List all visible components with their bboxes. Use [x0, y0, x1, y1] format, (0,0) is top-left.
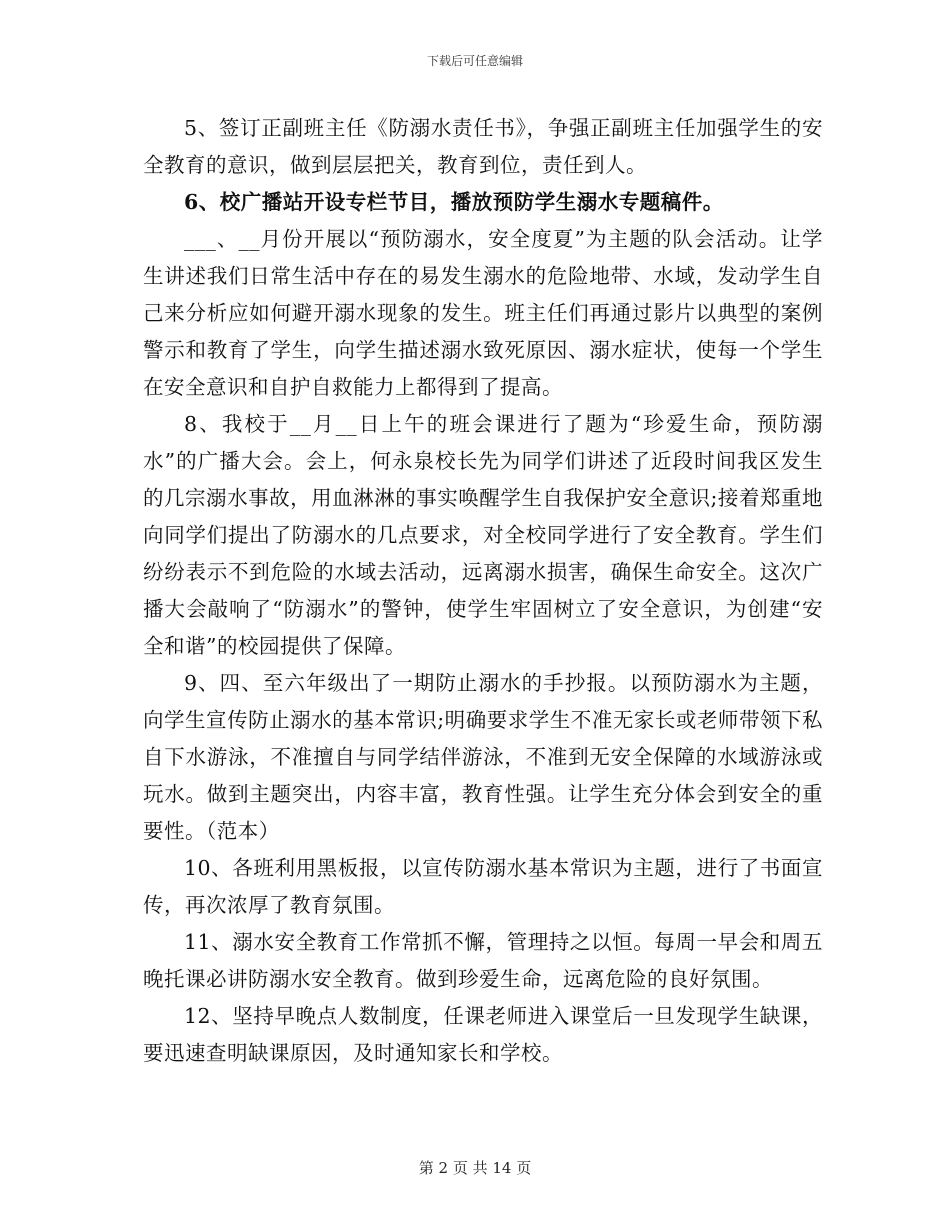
paragraph-12: 12、坚持早晚点人数制度，任课老师进入课堂后一旦发现学生缺课，要迅速查明缺课原因，及时通知家长和学校。: [143, 1004, 823, 1065]
paragraph-10: 10、各班利用黑板报，以宣传防溺水基本常识为主题，进行了书面宣传，再次浓厚了教育氛围。: [143, 856, 823, 917]
paragraph-11: 11、溺水安全教育工作常抓不懈，管理持之以恒。每周一早会和周五晚托课必讲防溺水安全教育。做到珍爱生命，远离危险的良好氛围。: [143, 930, 823, 991]
paragraph-9: 9、四、至六年级出了一期防止溺水的手抄报。以预防溺水为主题，向学生宣传防止溺水的基本常识;明确要求学生不准无家长或老师带领下私自下水游泳，不准擅自与同学结伴游泳，不准到无安全保障的水域游泳或玩水。做到主题突出，内容丰富，教育性强。让学生充分体会到安全的重要性。（范本）: [143, 671, 823, 843]
page-header-note: 下载后可任意编辑: [426, 54, 523, 68]
page-number: 第 2 页 共 14 页: [418, 1159, 532, 1177]
paragraph-6-heading: 6、校广播站开设专栏节目，播放预防学生溺水专题稿件。: [184, 190, 724, 214]
paragraph-5: 5、签订正副班主任《防溺水责任书》，争强正副班主任加强学生的安全教育的意识，做到层层把关，教育到位，责任到人。: [143, 116, 823, 177]
paragraph-8: 8、我校于__月__日上午的班会课进行了题为“珍爱生命，预防溺水”的广播大会。会上，何永泉校长先为同学们讲述了近段时间我区发生的几宗溺水事故，用血淋淋的事实唤醒学生自我保护安全意识;接着郑重地向同学们提出了防溺水的几点要求，对全校同学进行了安全教育。学生们纷纷表示不到危险的水域去活动，远离溺水损害，确保生命安全。这次广播大会敲响了“防溺水”的警钟，使学生牢固树立了安全意识，为创建“安全和谐”的校园提供了保障。: [143, 412, 823, 658]
page-body: [143, 110, 823, 1072]
paragraph-7: ___、__月份开展以“预防溺水，安全度夏”为主题的队会活动。让学生讲述我们日常生活中存在的易发生溺水的危险地带、水域，发动学生自己来分析应如何避开溺水现象的发生。班主任们再通过影片以典型的案例警示和教育了学生，向学生描述溺水致死原因、溺水症状，使每一个学生在安全意识和自护自救能力上都得到了提高。: [143, 227, 823, 399]
